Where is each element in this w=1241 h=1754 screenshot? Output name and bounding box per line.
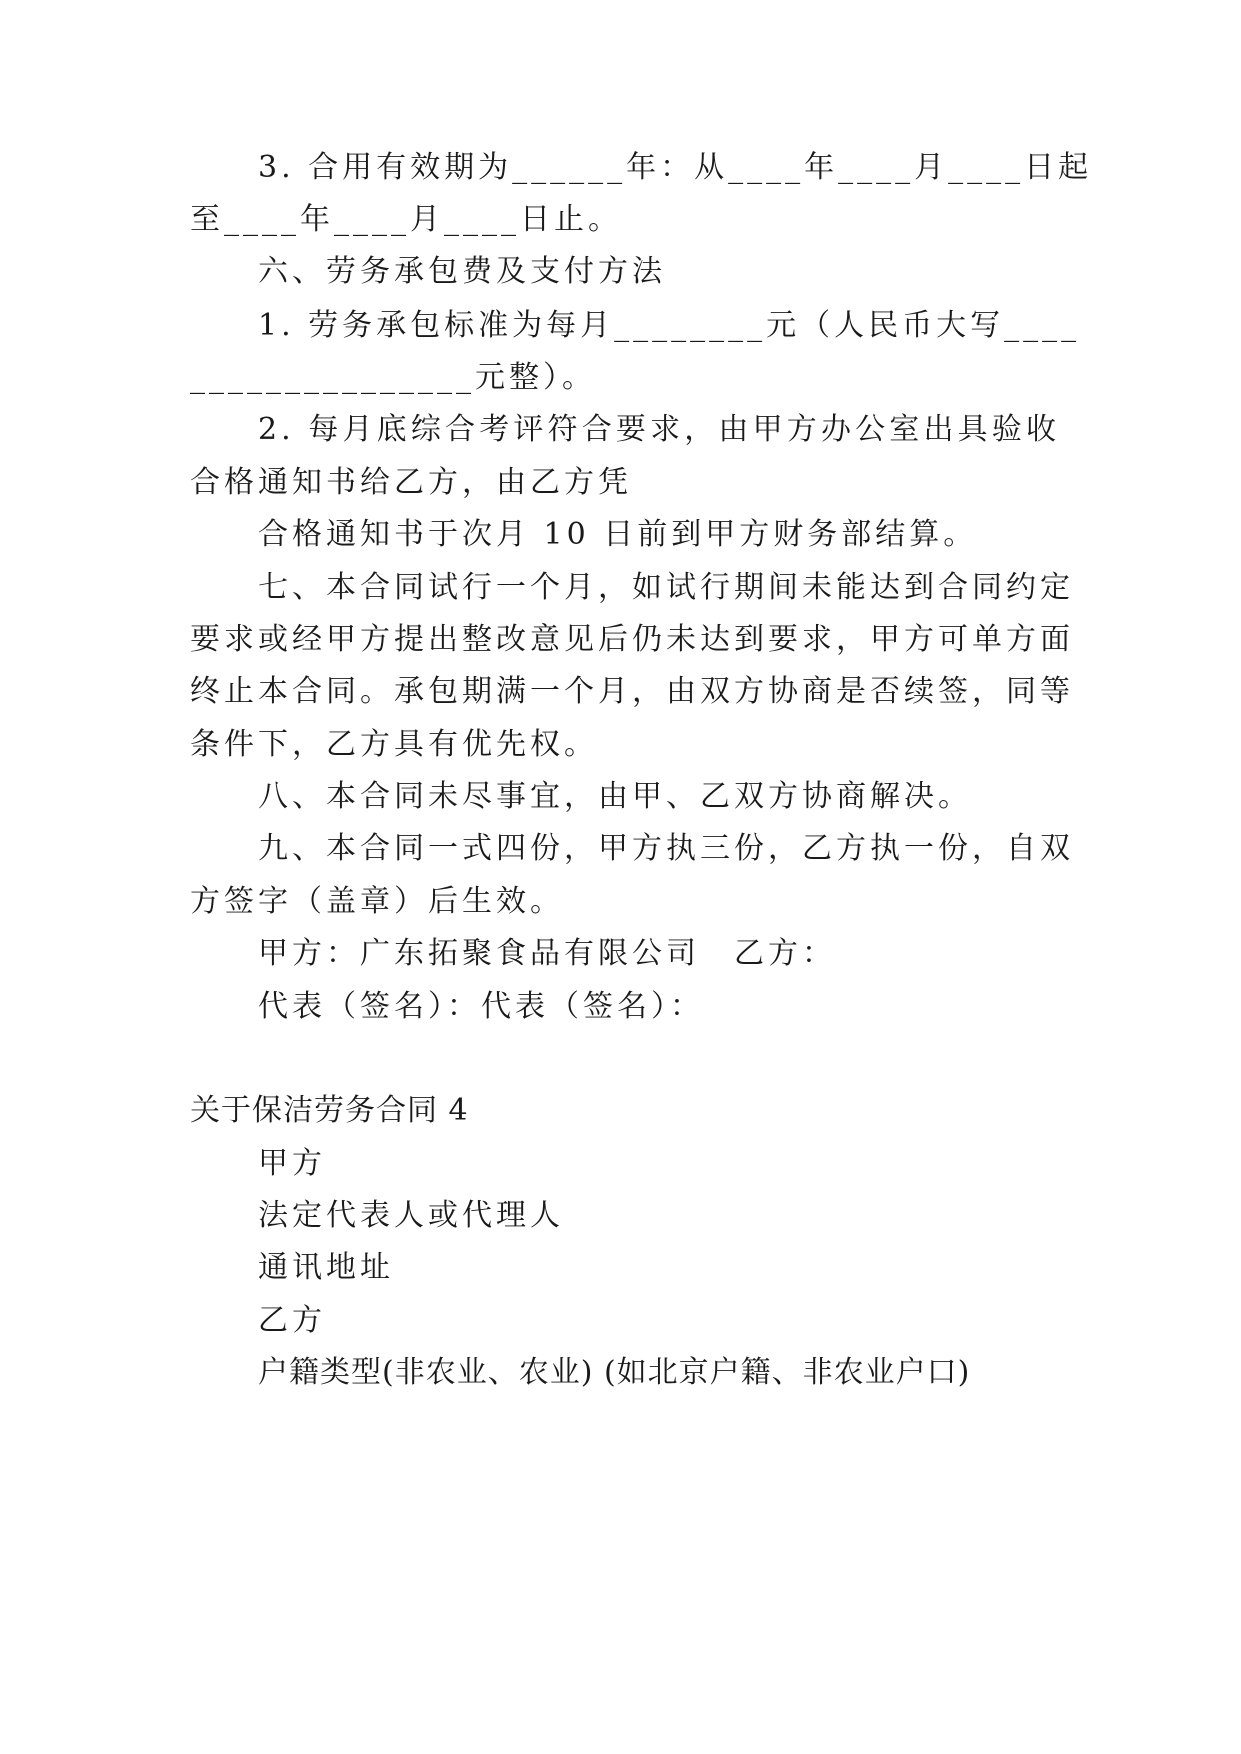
signature-party-line: 甲方：广东拓聚食品有限公司 乙方： xyxy=(258,936,836,971)
signature-representative-line: 代表（签名）：代表（签名）： xyxy=(258,989,704,1024)
party-a-label: 甲方 xyxy=(258,1146,326,1181)
text-line: 合格通知书给乙方，由乙方凭 xyxy=(190,465,632,500)
party-b-label: 乙方 xyxy=(258,1303,326,1338)
text-line: 1. 劳务承包标准为每月________元（人民币大写____ xyxy=(258,308,1081,343)
section-heading: 六、劳务承包费及支付方法 xyxy=(258,254,666,289)
text-line: 九、本合同一式四份，甲方执三份，乙方执一份，自双 xyxy=(258,831,1074,866)
text-line: 终止本合同。承包期满一个月，由双方协商是否续签，同等 xyxy=(190,674,1074,709)
text-line: 七、本合同试行一个月，如试行期间未能达到合同约定 xyxy=(258,570,1074,605)
text-line: _______________元整）。 xyxy=(190,360,596,395)
text-line: 八、本合同未尽事宜，由甲、乙双方协商解决。 xyxy=(258,779,972,814)
contract-title: 关于保洁劳务合同 4 xyxy=(190,1093,469,1128)
text-line: 条件下，乙方具有优先权。 xyxy=(190,727,598,762)
text-line: 合格通知书于次月 10 日前到甲方财务部结算。 xyxy=(258,517,978,552)
text-line: 至____年____月____日止。 xyxy=(190,202,622,237)
legal-representative-label: 法定代表人或代理人 xyxy=(258,1198,564,1233)
text-line: 要求或经甲方提出整改意见后仍未达到要求，甲方可单方面 xyxy=(190,622,1074,657)
address-label: 通讯地址 xyxy=(258,1250,394,1285)
household-type-label: 户籍类型(非农业、农业) (如北京户籍、非农业户口) xyxy=(258,1355,971,1390)
text-line: 2. 每月底综合考评符合要求，由甲方办公室出具验收 xyxy=(258,412,1060,447)
text-line: 方签字（盖章）后生效。 xyxy=(190,884,564,919)
text-line: 3. 合用有效期为______年：从____年____月____日起 xyxy=(258,150,1093,185)
